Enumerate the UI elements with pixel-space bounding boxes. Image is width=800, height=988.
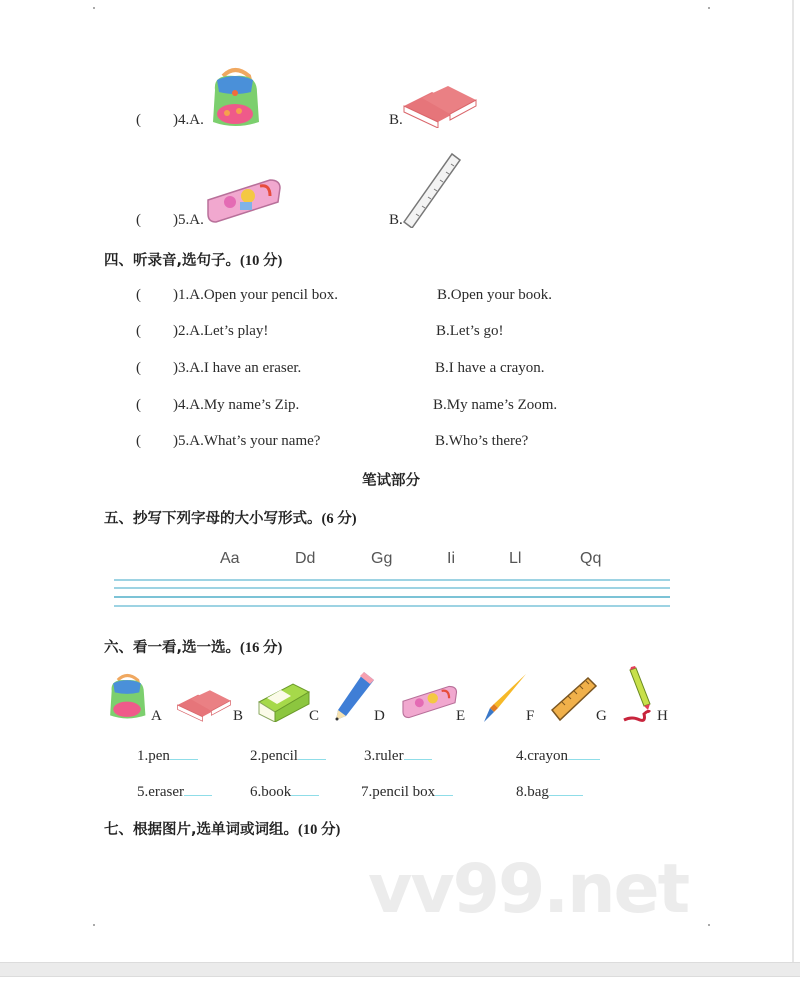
letter-pair: Ii [447, 550, 455, 567]
writing-line-3 [114, 596, 670, 598]
letter-pair: Qq [580, 550, 602, 567]
writing-line-2 [114, 587, 670, 589]
answer-paren[interactable]: ( [136, 360, 141, 376]
crop-mark-top-left [93, 7, 95, 9]
section-points: (10 分) [240, 253, 283, 269]
option-b-label: B. [389, 212, 403, 228]
answer-blank[interactable] [184, 781, 212, 796]
answer-paren[interactable]: ( [136, 323, 141, 339]
option-a: )3.A.I have an eraser. [173, 360, 302, 376]
word-label: 5.eraser [137, 784, 185, 800]
page-separator [0, 962, 800, 977]
question-label: )4.A. [173, 112, 204, 128]
answer-blank[interactable] [170, 745, 198, 760]
picture-letter: F [526, 708, 535, 724]
section-title: 七、根据图片,选单词或词组。 [104, 822, 299, 838]
answer-blank[interactable] [568, 745, 600, 760]
word-label: 8.bag [516, 784, 549, 800]
word-label: 1.pen [137, 748, 170, 764]
crop-mark-bottom-left [93, 924, 95, 926]
word-label: 7.pencil box [361, 784, 436, 800]
written-part-title: 笔试部分 [362, 473, 420, 489]
option-b: B.My name’s Zoom. [433, 397, 558, 413]
section-title: 六、看一看,选一选。 [104, 640, 241, 656]
books-icon [176, 688, 232, 722]
section-points: (6 分) [321, 511, 357, 527]
crop-mark-bottom-right [708, 924, 710, 926]
pencil-icon [334, 670, 376, 722]
picture-letter: A [151, 708, 162, 724]
option-a: )1.A.Open your pencil box. [173, 287, 338, 303]
books-icon [402, 84, 478, 128]
word-label: 6.book [250, 784, 292, 800]
answer-paren[interactable]: ( [136, 433, 141, 449]
letter-pair: Aa [220, 550, 240, 567]
picture-letter: E [456, 708, 466, 724]
ruler-icon [402, 152, 462, 228]
crop-mark-top-right [708, 7, 710, 9]
option-b: B.Who’s there? [435, 433, 529, 449]
word-item-crayon [516, 745, 600, 765]
picture-letter: H [657, 708, 668, 724]
answer-blank[interactable] [291, 781, 319, 796]
section-points: (10 分) [298, 822, 341, 838]
crayon-icon [622, 666, 662, 724]
writing-line-1 [114, 579, 670, 581]
word-item-pencil [250, 745, 326, 765]
pen-icon [482, 672, 528, 724]
word-item-pen [137, 745, 198, 765]
pencil-box-icon [204, 178, 282, 224]
backpack-icon [205, 66, 265, 130]
backpack-icon [104, 672, 150, 722]
word-label: 3.ruler [364, 748, 404, 764]
picture-letter: G [596, 708, 607, 724]
pencil-box-icon [400, 684, 458, 720]
answer-blank[interactable] [549, 781, 583, 796]
answer-blank[interactable] [435, 781, 453, 796]
word-item-ruler [364, 745, 432, 765]
picture-letter: B [233, 708, 244, 724]
picture-letter: D [374, 708, 385, 724]
picture-letter: C [309, 708, 320, 724]
section-4-heading [104, 249, 282, 270]
option-b-label: B. [389, 112, 403, 128]
word-label: 2.pencil [250, 748, 298, 764]
word-item-book [250, 781, 319, 801]
option-a: )4.A.My name’s Zip. [173, 397, 300, 413]
word-item-eraser [137, 781, 212, 801]
writing-line-4 [114, 605, 670, 607]
eraser-icon [257, 680, 311, 722]
option-a: )2.A.Let’s play! [173, 323, 269, 339]
answer-blank[interactable] [298, 745, 326, 760]
answer-paren[interactable]: ( [136, 397, 141, 413]
section-7-heading [104, 818, 340, 839]
answer-paren[interactable]: ( [136, 287, 141, 303]
word-label: 4.crayon [516, 748, 569, 764]
section-title: 四、听录音,选句子。 [104, 253, 241, 269]
option-a: )5.A.What’s your name? [173, 433, 321, 449]
section-title: 五、抄写下列字母的大小写形式。 [104, 511, 322, 527]
letter-pair: Dd [295, 550, 316, 567]
ruler-icon [550, 676, 598, 722]
option-b: B.Let’s go! [436, 323, 504, 339]
option-b: B.Open your book. [437, 287, 552, 303]
word-item-bag [516, 781, 583, 801]
answer-blank[interactable] [404, 745, 432, 760]
option-b: B.I have a crayon. [435, 360, 545, 376]
question-label: )5.A. [173, 212, 204, 228]
answer-paren[interactable]: ( [136, 212, 141, 228]
answer-paren[interactable]: ( [136, 112, 141, 128]
section-5-heading [104, 507, 357, 528]
word-item-pencil-box [361, 781, 453, 801]
watermark-text: vv99.net [368, 850, 689, 929]
section-6-heading [104, 636, 282, 657]
section-points: (16 分) [240, 640, 283, 656]
letter-pair: Ll [509, 550, 522, 567]
letter-pair: Gg [371, 550, 393, 567]
